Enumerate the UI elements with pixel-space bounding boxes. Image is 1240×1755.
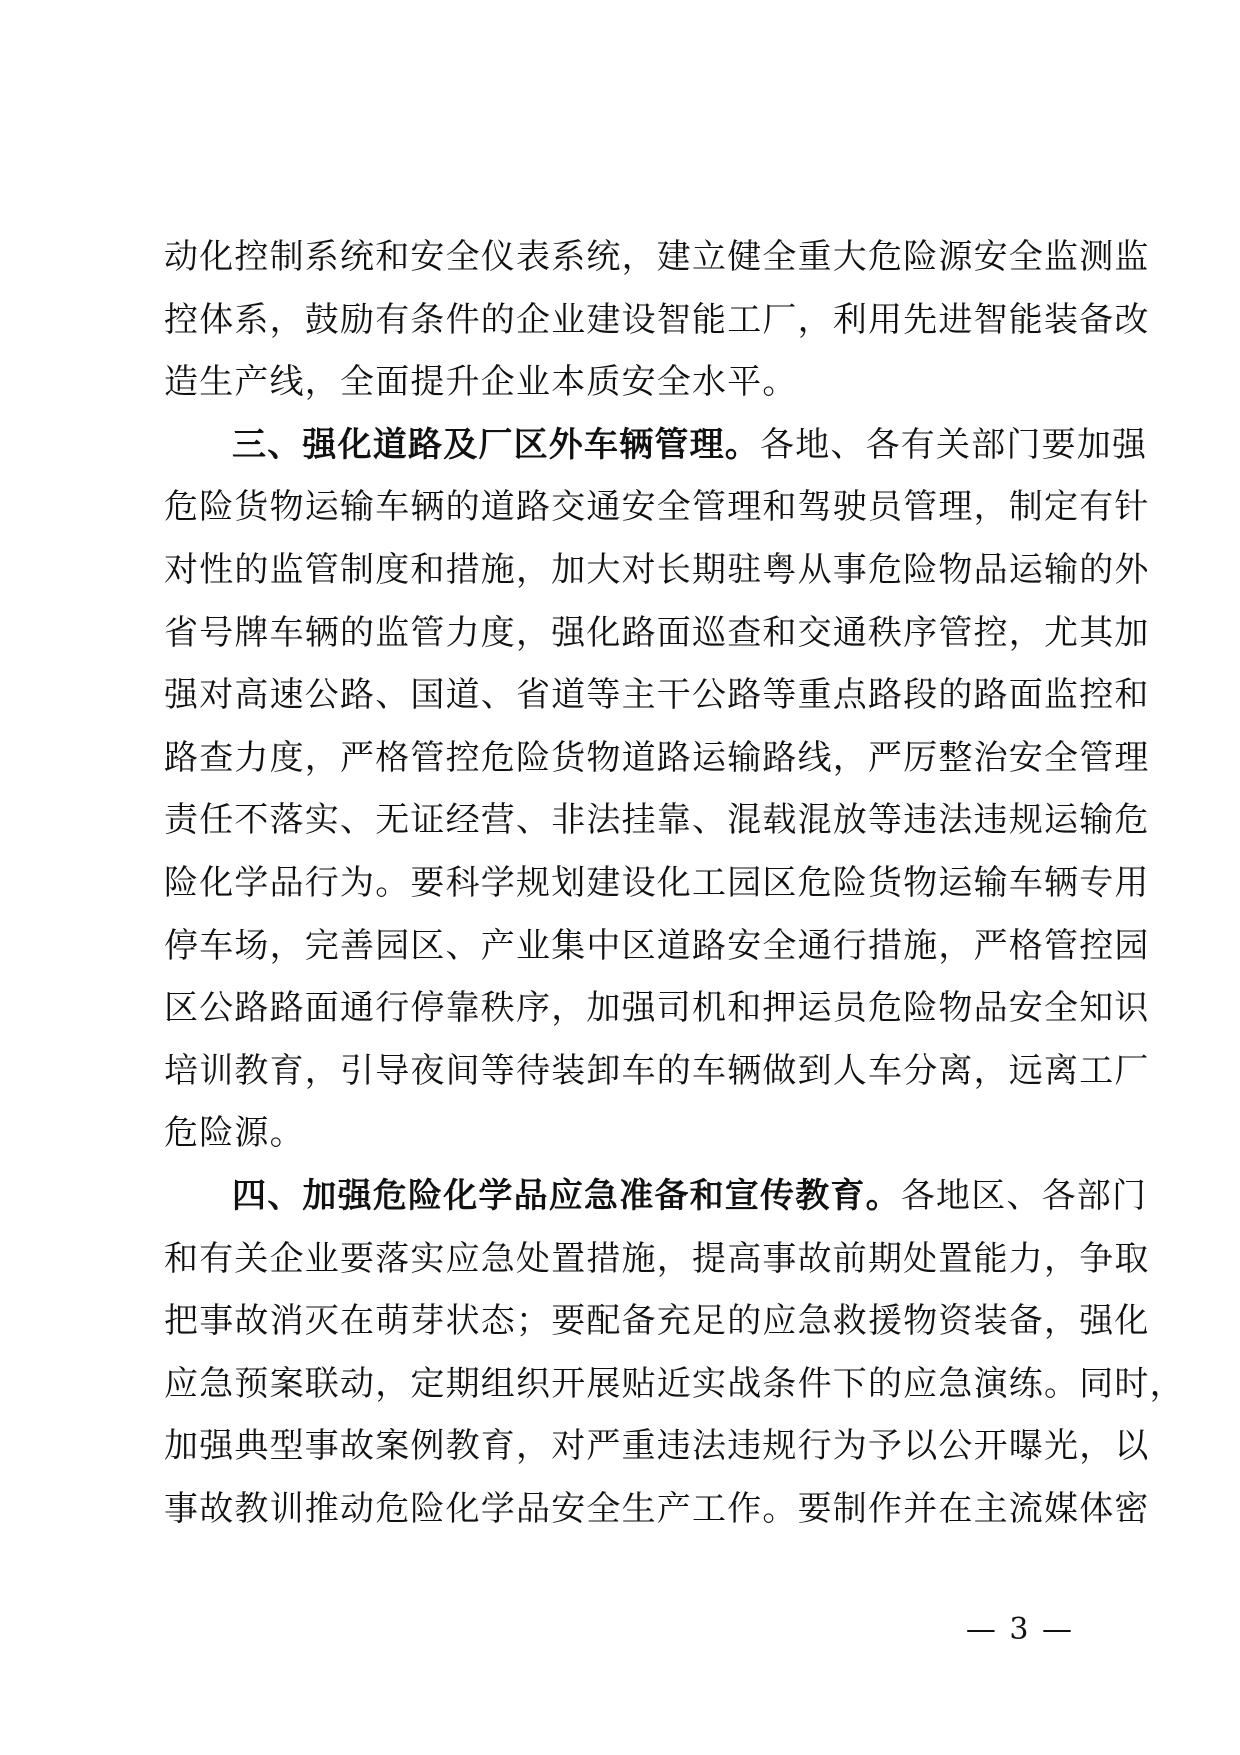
section-4-first-line <box>164 1165 1148 1228</box>
text-line: 控体系，鼓励有条件的企业建设智能工厂，利用先进智能装备改 <box>164 299 1150 340</box>
text-line: 事故教训推动危险化学品安全生产工作。要制作并在主流媒体密 <box>164 1488 1150 1529</box>
section-3-first-line-text: 各地、各有关部门要加强 <box>760 424 1148 465</box>
text-line: 培训教育，引导夜间等待装卸车的车辆做到人车分离，远离工厂 <box>164 1050 1150 1091</box>
text-line: 路查力度，严格管控危险货物道路运输路线，严厉整治安全管理 <box>164 737 1150 778</box>
text-line: 和有关企业要落实应急处置措施，提高事故前期处置能力，争取 <box>164 1238 1150 1279</box>
text-line: 动化控制系统和安全仪表系统，建立健全重大危险源安全监测监 <box>164 237 1150 277</box>
text-line: 区公路路面通行停靠秩序，加强司机和押运员危险物品安全知识 <box>164 988 1150 1029</box>
paragraph-continuation <box>164 226 1150 414</box>
text-line: 应急预案联动，定期组织开展贴近实战条件下的应急演练。同时， <box>164 1363 1185 1404</box>
text-line: 对性的监管制度和措施，加大对长期驻粤从事危险物品运输的外 <box>164 549 1150 590</box>
section-4-first-line-text: 各地区、各部门 <box>900 1175 1148 1216</box>
page-number: — 3 — <box>965 1612 1074 1647</box>
section-4-heading: 四、加强危险化学品应急准备和宣传教育。 <box>232 1175 901 1216</box>
section-3-first-line <box>164 414 1148 477</box>
section-4-paragraph <box>164 1165 1185 1541</box>
text-line: 省号牌车辆的监管力度，强化路面巡查和交通秩序管控，尤其加 <box>164 612 1150 653</box>
text-line: 造生产线，全面提升企业本质安全水平。 <box>164 362 798 403</box>
text-line: 强对高速公路、国道、省道等主干公路等重点路段的路面监控和 <box>164 675 1150 716</box>
text-line: 加强典型事故案例教育，对严重违法违规行为予以公开曝光，以 <box>164 1426 1150 1467</box>
text-line: 危险货物运输车辆的道路交通安全管理和驾驶员管理，制定有针 <box>164 487 1150 528</box>
body-text <box>164 226 1185 1540</box>
text-line: 把事故消灭在萌芽状态；要配备充足的应急救援物资装备，强化 <box>164 1301 1150 1342</box>
section-3-paragraph <box>164 414 1150 1165</box>
text-line: 危险源。 <box>164 1113 305 1154</box>
text-line: 责任不落实、无证经营、非法挂靠、混载混放等违法违规运输危 <box>164 800 1150 841</box>
text-line: 险化学品行为。要科学规划建设化工园区危险货物运输车辆专用 <box>164 862 1150 903</box>
text-line: 停车场，完善园区、产业集中区道路安全通行措施，严格管控园 <box>164 925 1150 966</box>
section-3-heading: 三、强化道路及厂区外车辆管理。 <box>232 424 760 465</box>
